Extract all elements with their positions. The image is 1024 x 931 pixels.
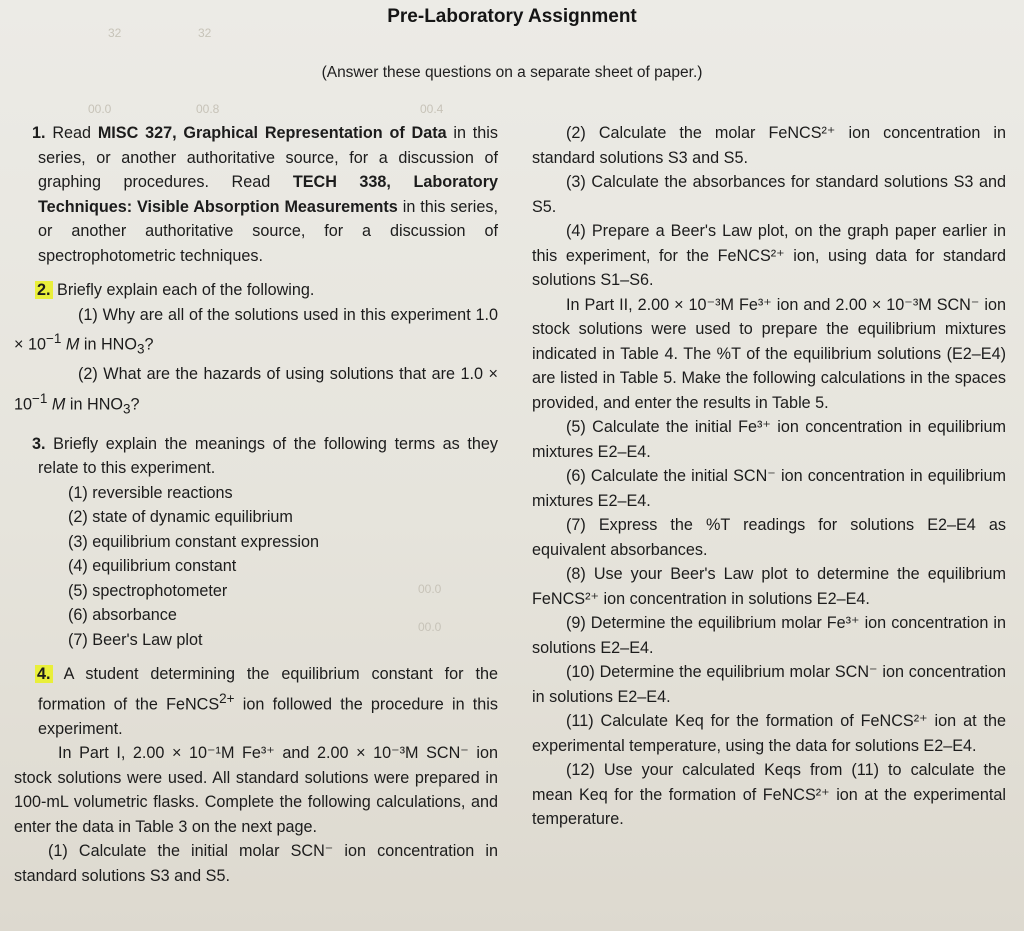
left-column [14, 121, 498, 888]
term-item: (4) equilibrium constant [68, 557, 237, 576]
question-4-sub-7: (7) Express the %T readings for solutions E2–E4 as equivalent absorbances. [532, 516, 1006, 559]
bleed-through-mark: 00.0 [418, 620, 442, 634]
question-2 [14, 278, 498, 303]
bleed-through-mark: 00.4 [420, 102, 444, 116]
question-4-sub-3: (3) Calculate the absorbances for standard solutions S3 and S5. [532, 173, 1006, 216]
term-item: (2) state of dynamic equilibrium [68, 508, 293, 527]
question-4-part-2: In Part II, 2.00 × 10⁻³M Fe³⁺ ion and 2.00 × 10⁻³M SCN⁻ ion stock solutions were used to prepare the equilibrium mixtures indicated in Table 4. The %T of the equilibrium solutions (E2–E4) are listed in Table 5. Make the following calculations in the spaces provided, and enter the results in Table 5. [532, 295, 1006, 412]
question-1-ref-misc: MISC 327, Graphical Representation of Data [97, 124, 447, 142]
question-2-number: 2. [37, 281, 51, 299]
question-4-sub-5: (5) Calculate the initial Fe³⁺ ion concentration in equilibrium mixtures E2–E4. [532, 418, 1006, 461]
term-item: (6) absorbance [68, 606, 177, 625]
bleed-through-mark: 00.0 [88, 102, 112, 116]
bleed-through-mark: 00.8 [196, 102, 220, 116]
bleed-through-mark: 32 [198, 26, 212, 40]
question-2-sub-2: (2) What are the hazards of using solutions that are $1.0 \times 10^{-1}$ M in $HNO_3$? [14, 365, 498, 417]
question-4-sub-8: (8) Use your Beer's Law plot to determine the equilibrium FeNCS²⁺ ion concentration in solutions E2–E4. [532, 565, 1006, 608]
question-2-text: Briefly explain each of the following. [57, 281, 315, 299]
question-3-text: Briefly explain the meanings of the following terms as they relate to this experiment. [38, 434, 498, 478]
question-4-sub-11: (11) Calculate Keq for the formation of FeNCS²⁺ ion at the experimental temperature, using the data for solutions E2–E4. [532, 712, 1006, 755]
question-3 [14, 432, 498, 481]
question-4-sub-2: (2) Calculate the molar FeNCS²⁺ ion concentration in standard solutions S3 and S5. [532, 124, 1006, 167]
term-item: (1) reversible reactions [68, 483, 233, 502]
question-1-text-c: in this series, or another authoritative source, for a discussion of spectrophotometric techniques. [38, 197, 498, 265]
bleed-through-mark: 32 [108, 26, 122, 40]
question-1-text-a: Read [52, 124, 92, 142]
question-1-number: 1. [32, 124, 46, 142]
question-4-sub-1: (1) Calculate the initial molar SCN⁻ ion concentration in standard solutions S3 and S5. [14, 842, 498, 885]
question-4-sub-10: (10) Determine the equilibrium molar SCN⁻ ion concentration in solutions E2–E4. [532, 663, 1006, 706]
question-4-sub-4: (4) Prepare a Beer's Law plot, on the graph paper earlier in this experiment, for the FeNCS²⁺ ion, using data for standard solutions S1–S6. [532, 222, 1006, 289]
question-4-sub-12: (12) Use your calculated Keqs from (11) to calculate the mean Keq for the formation of FeNCS²⁺ ion at the experimental temperature. [532, 761, 1006, 828]
question-4-sub-6: (6) Calculate the initial SCN⁻ ion concentration in equilibrium mixtures E2–E4. [532, 467, 1006, 510]
question-1 [14, 121, 498, 268]
question-4-sub-9: (9) Determine the equilibrium molar Fe³⁺ ion concentration in solutions E2–E4. [532, 614, 1006, 657]
right-column [532, 121, 1006, 832]
question-1-ref-tech: TECH 338, Laboratory Techniques: Visible Absorption Measurements [38, 173, 499, 216]
question-1-text-b: in this series, or another authoritative source, for a discussion of graphing procedures. Read [38, 124, 498, 191]
question-2-sub-1: (1) Why are all of the solutions used in this experiment $1.0 \times 10^{-1}$ M in $HNO_3$? [14, 305, 498, 357]
question-4-part-1: In Part I, 2.00 × 10⁻¹M Fe³⁺ and 2.00 × 10⁻³M SCN⁻ ion stock solutions were used. All standard solutions were prepared in 100-mL volumetric flasks. Complete the following calculations, and enter the data in Table 3 on the next page. [14, 744, 498, 836]
question-4: 4. A student determining the equilibrium constant for the formation of the FeNCS$^{2+}$ ion followed the procedure in this experiment. [37, 665, 499, 738]
question-3-number: 3. [32, 434, 46, 453]
page-subtitle: (Answer these questions on a separate sheet of paper.) [321, 64, 703, 81]
question-4-number: 4. [37, 665, 51, 684]
bleed-through-mark: 00.0 [418, 582, 442, 596]
term-item: (3) equilibrium constant expression [68, 532, 320, 551]
page-title: Pre-Laboratory Assignment [387, 6, 637, 27]
term-item: (7) Beer's Law plot [68, 630, 203, 649]
term-item: (5) spectrophotometer [68, 581, 228, 600]
